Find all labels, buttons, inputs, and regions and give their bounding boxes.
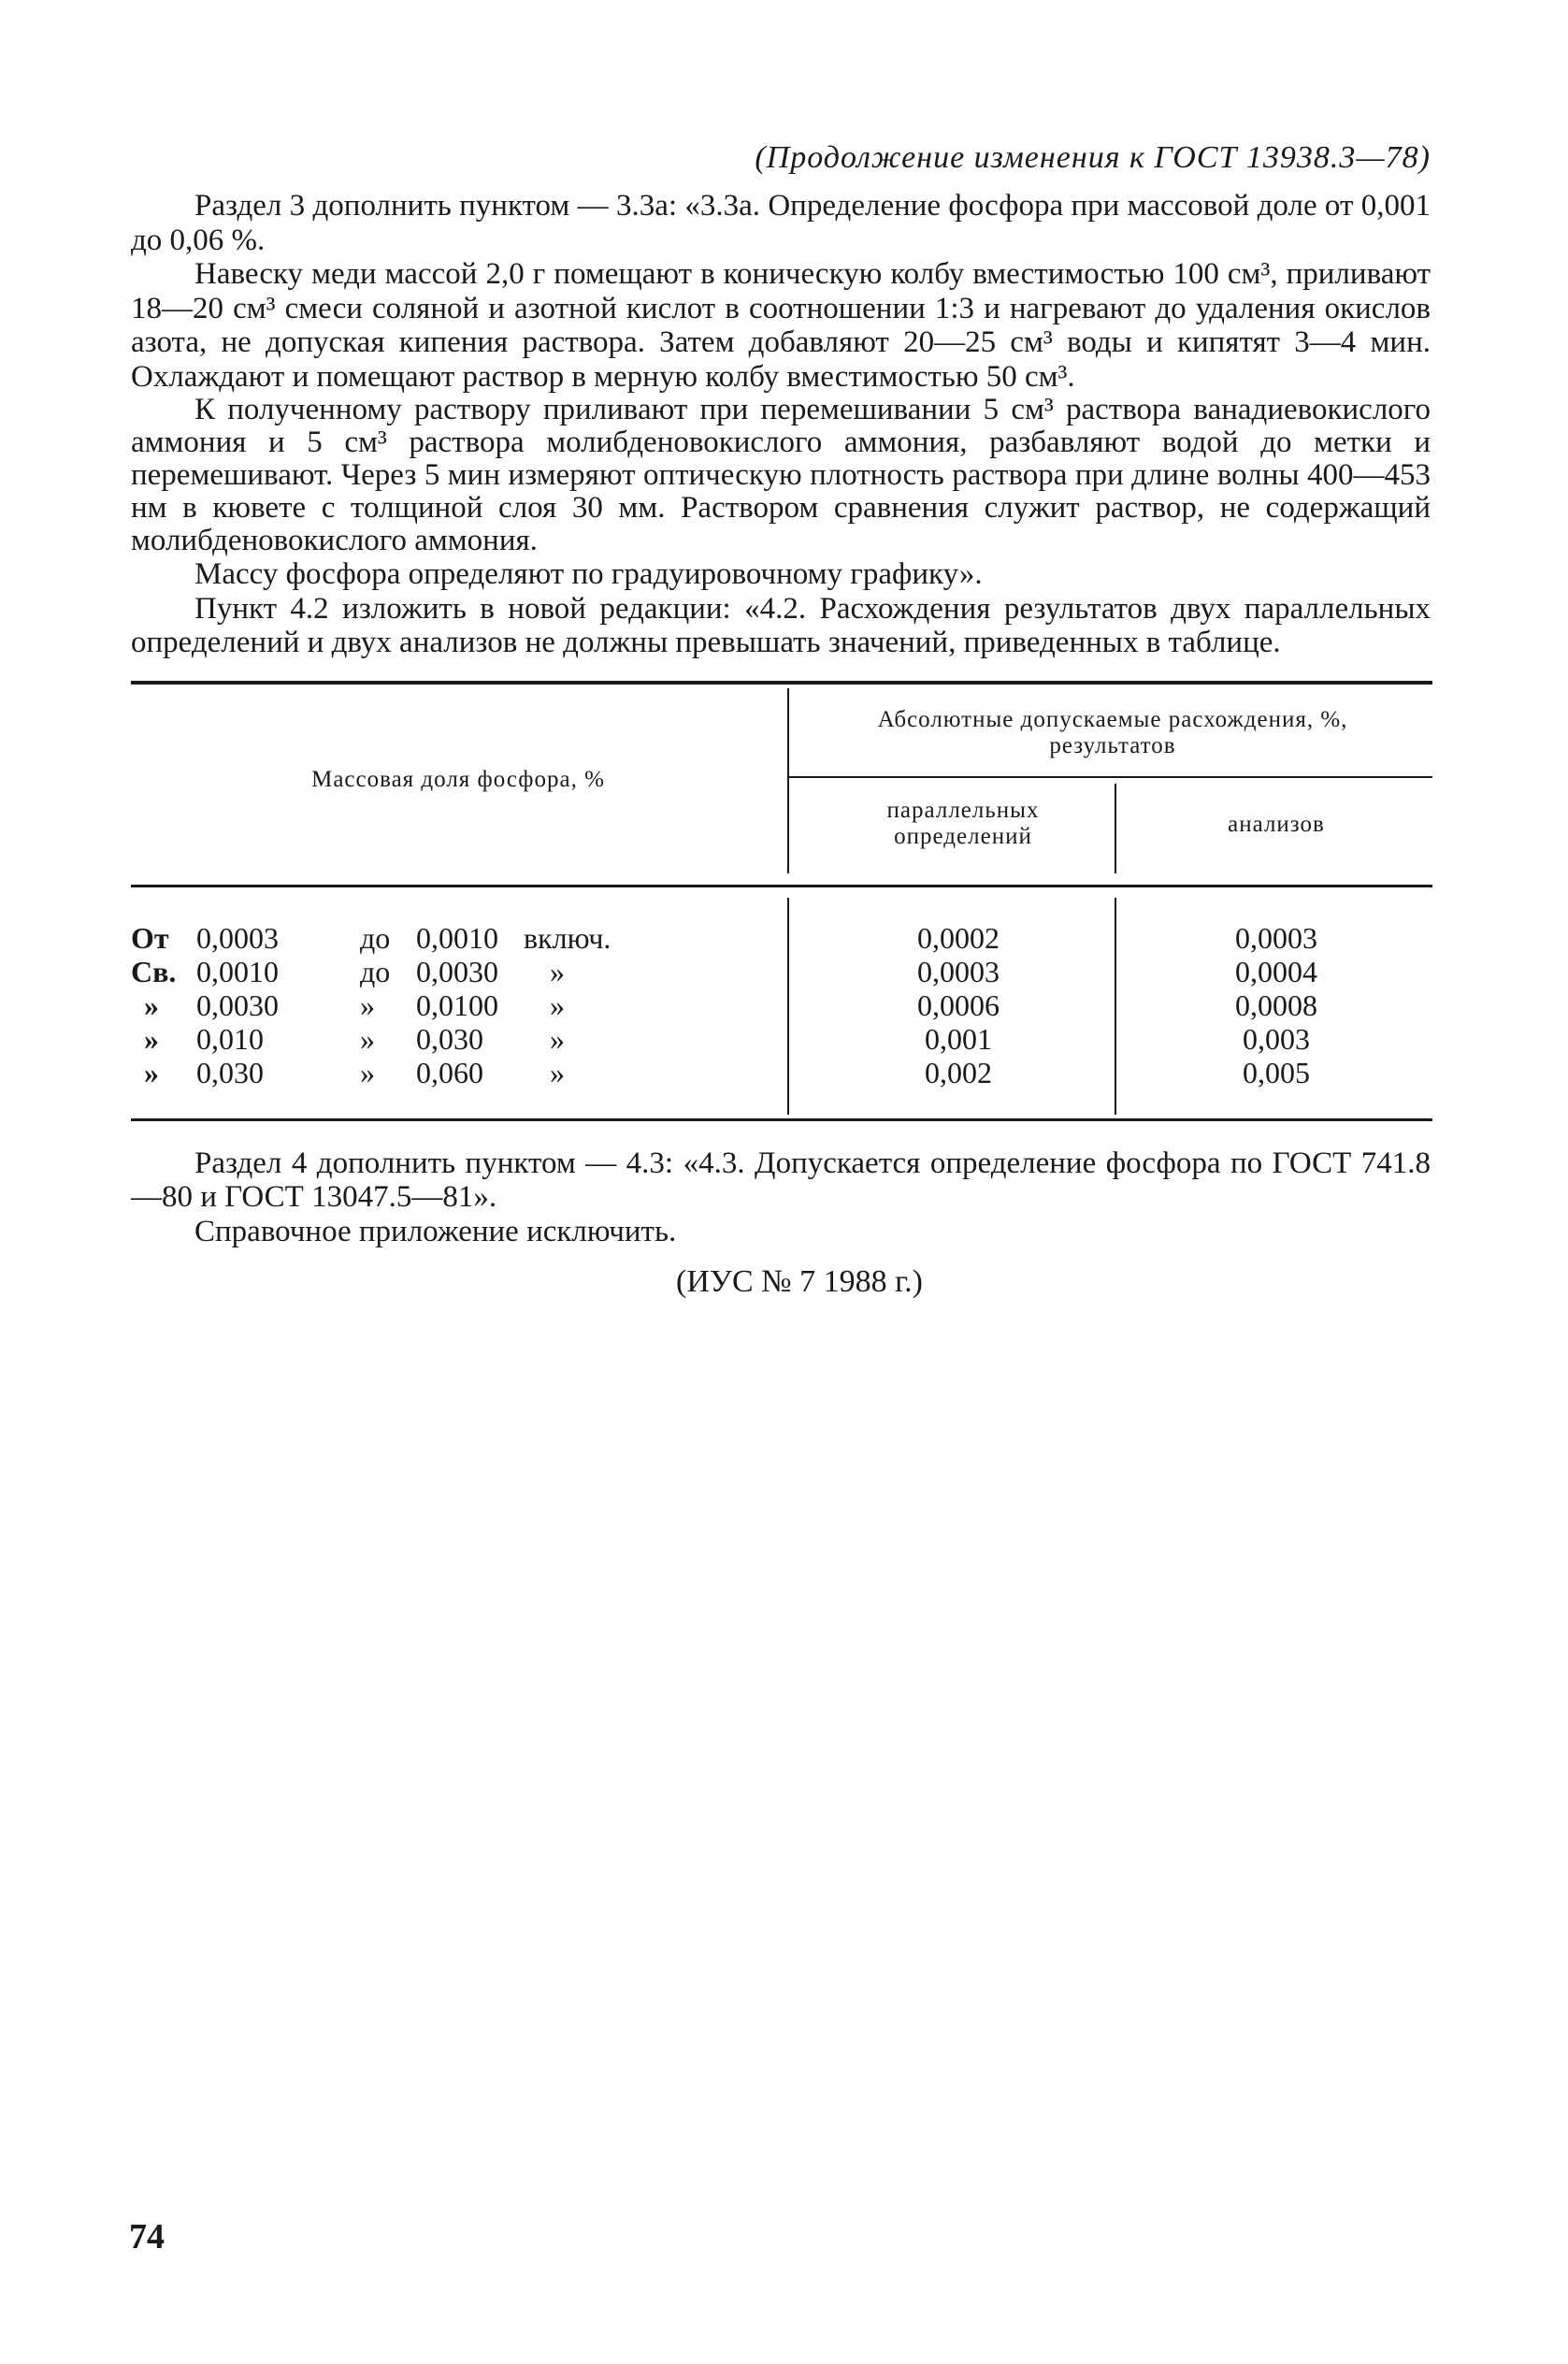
table-cell-parallel: 0,0003	[917, 954, 1000, 988]
table-cell-analyses: 0,0004	[1235, 954, 1317, 988]
table-row-range	[131, 922, 785, 955]
table-header-bottom-rule	[131, 885, 1432, 887]
range-from: 0,0003	[196, 920, 279, 955]
range-from: 0,010	[196, 1021, 264, 1056]
table-cell-analyses: 0,0003	[1235, 920, 1317, 955]
range-tail: включ.	[524, 920, 611, 955]
range-to-word: до	[360, 954, 391, 988]
range-from: 0,0010	[196, 954, 279, 988]
range-tail: »	[550, 1055, 565, 1089]
range-to-word: до	[360, 920, 391, 955]
table-top-rule	[131, 681, 1432, 685]
table-cell-parallel: 0,0002	[917, 920, 1000, 955]
range-tail: »	[550, 987, 565, 1022]
page-number: 74	[129, 2217, 165, 2256]
range-prefix: »	[144, 987, 159, 1022]
range-from: 0,030	[196, 1055, 264, 1089]
range-to: 0,030	[416, 1021, 483, 1056]
table-row-range	[131, 956, 785, 988]
table-cell-parallel: 0,002	[925, 1055, 992, 1089]
paragraph-clause-4-2: Пункт 4.2 изложить в новой редакции: «4.2. Расхождения результатов двух параллельных определений и двух анализов не должны превышать значений, приведенных в таблице.	[131, 591, 1431, 659]
source-reference: (ИУС № 7 1988 г.)	[676, 1264, 923, 1299]
range-prefix: »	[144, 1021, 159, 1056]
column-header-mass-fraction: Массовая доля фосфора, %	[311, 766, 605, 792]
continuation-header: (Продолжение изменения к ГОСТ 13938.3—78)	[755, 140, 1431, 175]
table-cell-parallel: 0,0006	[917, 987, 1000, 1022]
table-vline-1-header	[787, 688, 789, 873]
range-prefix: От	[131, 920, 169, 955]
range-prefix: »	[144, 1055, 159, 1089]
paragraph-clause-4-3: Раздел 4 дополнить пунктом — 4.3: «4.3. Допускается определение фосфора по ГОСТ 741.8—80 и ГОСТ 13047.5—81».	[131, 1146, 1431, 1214]
range-to: 0,060	[416, 1055, 483, 1089]
table-row-range	[131, 1057, 785, 1089]
table-cell-analyses: 0,005	[1243, 1055, 1310, 1089]
table-row-range	[131, 989, 785, 1022]
table-vline-2-header	[1115, 784, 1116, 873]
range-to: 0,0010	[416, 920, 498, 955]
range-from: 0,0030	[196, 987, 279, 1022]
range-to-word: »	[360, 1021, 375, 1056]
paragraph-calibration: Массу фосфора определяют по градуировочному графику».	[194, 557, 983, 591]
range-tail: »	[550, 1021, 565, 1056]
table-cell-parallel: 0,001	[925, 1021, 992, 1056]
column-header-analyses: анализов	[1228, 811, 1325, 837]
table-cell-analyses: 0,0008	[1235, 987, 1317, 1022]
range-to-word: »	[360, 987, 375, 1022]
paragraph-sample-preparation: Навеску меди массой 2,0 г помещают в коническую колбу вместимостью 100 см³, приливают 18—20 см³ смеси соляной и азотной кислот в соотношении 1:3 и нагревают до удаления окислов азота, не допуская кипения раствора. Затем добавляют 20—25 см³ воды и кипятят 3—4 мин. Охлаждают и помещают раствор в мерную колбу вместимостью 50 см³.	[131, 257, 1431, 394]
paragraph-measurement: К полученному раствору приливают при перемешивании 5 см³ раствора ванадиевокислого аммония и 5 см³ раствора молибденовокислого аммония, разбавляют водой до метки и перемешивают. Через 5 мин измеряют оптическую плотность раствора при длине волны 400—453 нм в кювете с толщиной слоя 30 мм. Раствором сравнения служит раствор, не содержащий молибденовокислого аммония.	[131, 393, 1431, 557]
table-vline-1-body	[787, 898, 789, 1115]
table-bottom-rule	[131, 1118, 1432, 1121]
tolerance-table	[131, 681, 1432, 1130]
column-group-header-tolerances: Абсолютные допускаемые расхождения, %, результатов	[877, 706, 1348, 758]
table-group-subrule	[788, 776, 1432, 778]
table-cell-analyses: 0,003	[1243, 1021, 1310, 1056]
column-header-parallel: параллельных определений	[886, 797, 1040, 849]
paragraph-appendix-removal: Справочное приложение исключить.	[194, 1214, 677, 1248]
table-row-range	[131, 1023, 785, 1056]
document-page	[131, 140, 1431, 1301]
range-to: 0,0030	[416, 954, 498, 988]
range-to-word: »	[360, 1055, 375, 1089]
range-prefix: Св.	[131, 954, 177, 988]
range-to: 0,0100	[416, 987, 498, 1022]
range-tail: »	[550, 954, 565, 988]
paragraph-section3-addition: Раздел 3 дополнить пунктом — 3.3а: «3.3а. Определение фосфора при массовой доле от 0,001 до 0,06 %.	[131, 189, 1431, 257]
